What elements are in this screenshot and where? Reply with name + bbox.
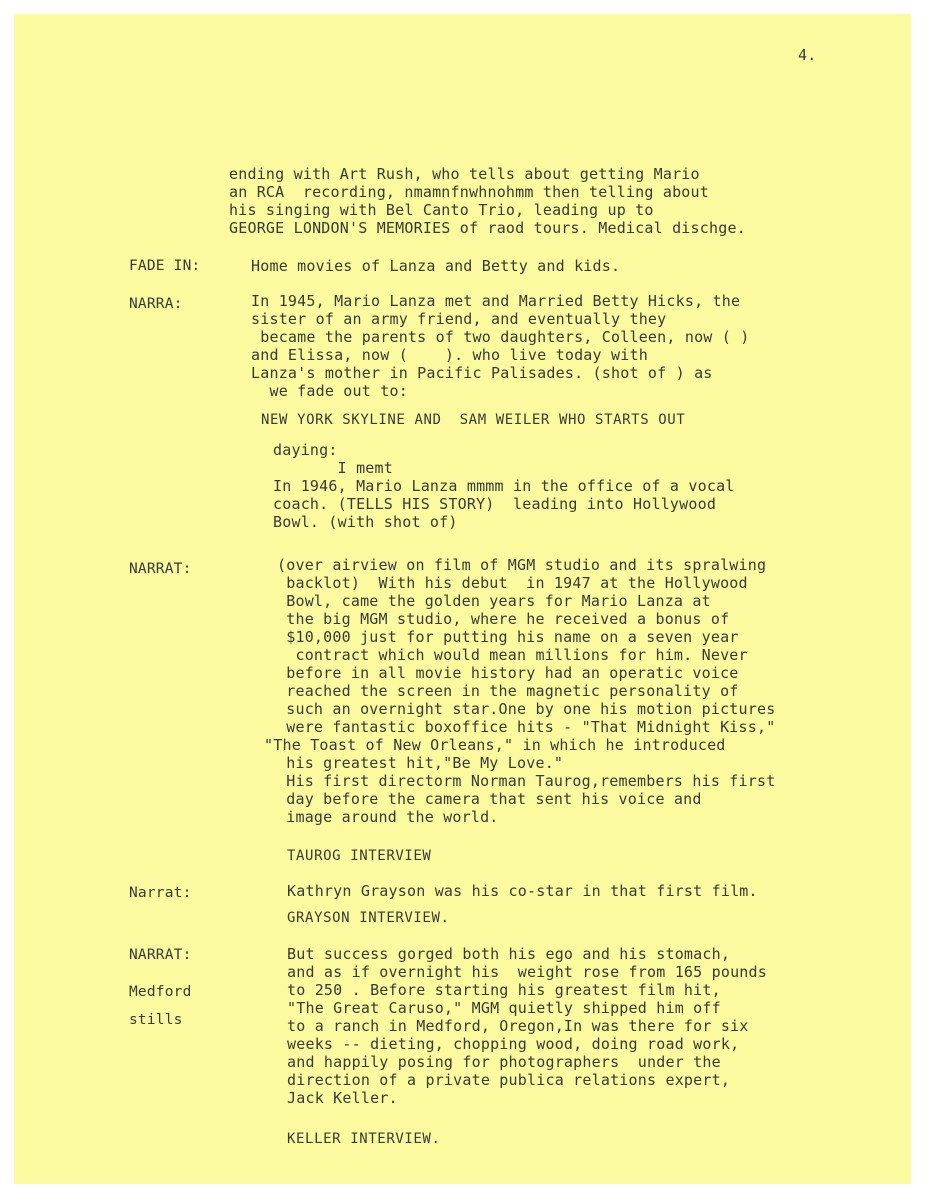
weiler-line: Bowl. (with shot of) bbox=[273, 513, 458, 531]
intro-line: ending with Art Rush, who tells about getting Mario bbox=[229, 165, 700, 183]
weiler-line: coach. (TELLS HIS STORY) leading into Hollywood bbox=[273, 495, 717, 513]
intro-line: GEORGE LONDON'S MEMORIES of raod tours. Medical dischge. bbox=[229, 219, 746, 237]
narra-line: In 1945, Mario Lanza met and Married Betty Hicks, the bbox=[251, 292, 741, 310]
intro-line: an RCA recording, nmamnfnwhnohmm then telling about bbox=[229, 183, 709, 201]
narra-line: and Elissa, now ( ). who live today with bbox=[251, 346, 648, 364]
narrat-line: weeks -- dieting, chopping wood, doing road work, bbox=[287, 1035, 740, 1053]
narrat-line: (over airview on film of MGM studio and its spralwing bbox=[277, 556, 767, 574]
narra-line: Lanza's mother in Pacific Palisades. (shot of ) as bbox=[251, 364, 713, 382]
narra-line: we fade out to: bbox=[251, 382, 408, 400]
narrat-label: NARRAT: bbox=[129, 561, 192, 577]
weiler-line: daying: bbox=[273, 441, 338, 459]
taurog-interview: TAUROG INTERVIEW bbox=[287, 848, 432, 864]
narrat-label: NARRAT: bbox=[129, 947, 192, 963]
script-page bbox=[14, 14, 911, 1184]
narrat-line: "The Great Caruso," MGM quietly shipped him off bbox=[287, 999, 721, 1017]
narrat-line: His first directorm Norman Taurog,remembers his first bbox=[277, 772, 776, 790]
page-number: 4. bbox=[798, 46, 817, 64]
narrat-line: Bowl, came the golden years for Mario Lanza at bbox=[277, 592, 711, 610]
narrat-line: before in all movie history had an operatic voice bbox=[277, 664, 739, 682]
narrat-line: reached the screen in the magnetic personality of bbox=[277, 682, 739, 700]
narrat-line: contract which would mean millions for him. Never bbox=[277, 646, 748, 664]
narrat-line: and as if overnight his weight rose from 165 pounds bbox=[287, 963, 767, 981]
narrat-line: the big MGM studio, where he received a bonus of bbox=[277, 610, 730, 628]
fade-in-text: Home movies of Lanza and Betty and kids. bbox=[251, 257, 621, 275]
grayson-interview: GRAYSON INTERVIEW. bbox=[287, 910, 450, 926]
narrat-line: were fantastic boxoffice hits - "That Midnight Kiss," bbox=[277, 718, 776, 736]
narrat-line: $10,000 just for putting his name on a seven year bbox=[277, 628, 739, 646]
intro-line: his singing with Bel Canto Trio, leading up to bbox=[229, 201, 654, 219]
narrat-line: direction of a private publica relations expert, bbox=[287, 1071, 731, 1089]
narrat-line: image around the world. bbox=[277, 808, 499, 826]
narrat-line: such an overnight star.One by one his motion pictures bbox=[277, 700, 776, 718]
narrat-line: his greatest hit,"Be My Love." bbox=[277, 754, 564, 772]
narrat-line: day before the camera that sent his voice and bbox=[277, 790, 702, 808]
narrat-line: and happily posing for photographers under the bbox=[287, 1053, 721, 1071]
narra-line: became the parents of two daughters, Colleen, now ( ) bbox=[251, 328, 750, 346]
narrat-label: Narrat: bbox=[129, 885, 192, 901]
side-note: Medford bbox=[129, 984, 192, 1000]
narra-line: sister of an army friend, and eventually they bbox=[251, 310, 667, 328]
narrat-line: "The Toast of New Orleans," in which he introduced bbox=[264, 736, 726, 754]
weiler-line: I memt bbox=[273, 459, 393, 477]
side-note: stills bbox=[129, 1012, 183, 1028]
narrat-line: to 250 . Before starting his greatest film hit, bbox=[287, 981, 721, 999]
narrat-line: backlot) With his debut in 1947 at the Hollywood bbox=[277, 574, 748, 592]
narrat-line: But success gorged both his ego and his stomach, bbox=[287, 945, 731, 963]
narrat-text: Kathryn Grayson was his co-star in that first film. bbox=[287, 882, 758, 900]
narra-label: NARRA: bbox=[129, 296, 183, 312]
narrat-line: to a ranch in Medford, Oregon,In was there for six bbox=[287, 1017, 749, 1035]
weiler-heading: NEW YORK SKYLINE AND SAM WEILER WHO STARTS OUT bbox=[261, 412, 686, 428]
weiler-line: In 1946, Mario Lanza mmmm in the office of a vocal bbox=[273, 477, 735, 495]
fade-in-label: FADE IN: bbox=[129, 258, 201, 274]
keller-interview: KELLER INTERVIEW. bbox=[287, 1131, 441, 1147]
narrat-line: Jack Keller. bbox=[287, 1089, 398, 1107]
